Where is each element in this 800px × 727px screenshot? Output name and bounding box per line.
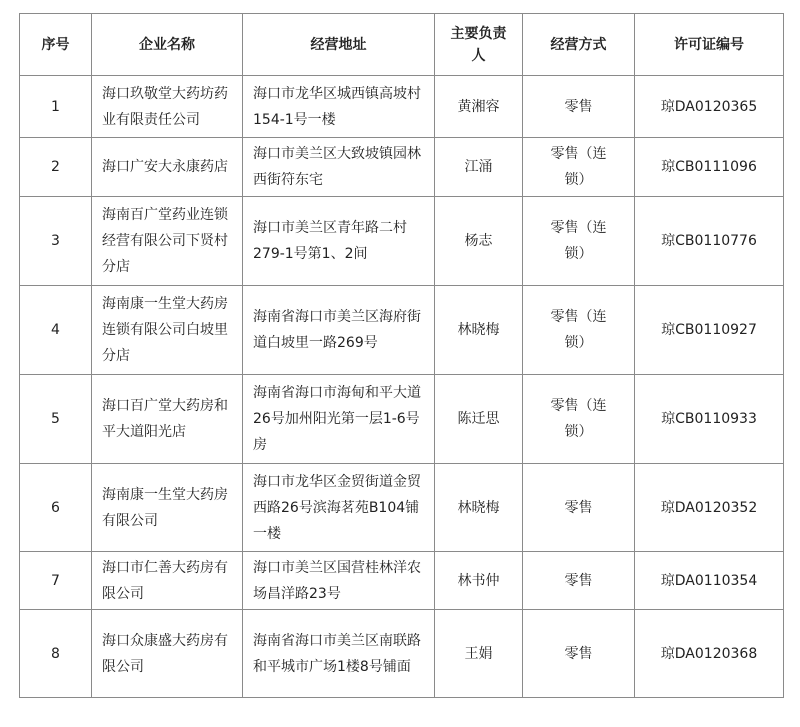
cell-mode-text: 零售 [564,645,593,662]
cell-company-name [92,464,243,552]
cell-manager-text: 王娟 [464,645,493,662]
cell-company-name-text: 海口众康盛大药房有限公司 [102,632,228,675]
cell-manager [435,610,523,698]
cell-no-text: 2 [51,159,60,175]
cell-address-text: 海口市美兰区青年路二村279-1号第1、2间 [253,220,407,262]
cell-company-name [92,76,243,138]
cell-no [20,76,92,138]
cell-manager [435,375,523,464]
cell-license [635,286,784,375]
cell-mode [523,375,635,464]
cell-mode [523,76,635,138]
cell-company-name [92,552,243,610]
table-row [20,138,784,197]
cell-mode [523,552,635,610]
cell-address [243,286,435,375]
cell-no [20,464,92,552]
cell-company-name-text: 海口百广堂大药房和平大道阳光店 [102,398,228,440]
cell-company-name [92,286,243,375]
cell-license-text: 琼DA0120368 [660,645,758,662]
cell-license-text: 琼CB0110776 [661,233,757,249]
header-manager: 主要负责人 [435,14,523,76]
cell-mode [523,286,635,375]
table-row [20,76,784,138]
cell-manager [435,464,523,552]
cell-license [635,610,784,698]
cell-license-text: 琼CB0111096 [661,159,757,175]
cell-address-text: 海口市美兰区大致坡镇园林西街符东宅 [253,146,421,188]
cell-no-text: 8 [51,645,60,662]
cell-mode-text: 零售 [564,572,593,589]
cell-manager [435,138,523,197]
cell-no-text: 3 [51,233,60,249]
cell-no [20,552,92,610]
cell-license [635,76,784,138]
cell-mode-text: 零售 [564,499,593,516]
cell-mode-text: 零售（连锁） [550,220,607,262]
cell-address [243,76,435,138]
table-row [20,375,784,464]
table-container [19,13,784,698]
cell-license [635,375,784,464]
cell-company-name [92,375,243,464]
cell-mode [523,610,635,698]
cell-no [20,138,92,197]
header-row [20,14,784,76]
cell-company-name [92,138,243,197]
cell-manager [435,76,523,138]
cell-mode [523,197,635,286]
cell-license [635,138,784,197]
cell-license-text: 琼CB0110927 [661,322,757,338]
cell-manager-text: 林晓梅 [457,499,500,516]
cell-address-text: 海南省海口市美兰区南联路和平城市广场1楼8号铺面 [253,632,421,675]
header-license: 许可证编号 [635,14,784,76]
cell-address [243,464,435,552]
cell-mode-text: 零售（连锁） [550,398,607,440]
cell-mode-text: 零售（连锁） [550,146,607,188]
cell-address [243,610,435,698]
cell-manager-text: 杨志 [464,233,493,249]
cell-no [20,197,92,286]
header-company-name: 企业名称 [92,14,243,76]
header-mode: 经营方式 [523,14,635,76]
cell-company-name-text: 海口玖敬堂大药坊药业有限责任公司 [102,85,228,128]
cell-no-text: 1 [51,98,60,115]
cell-license [635,464,784,552]
cell-manager [435,552,523,610]
cell-company-name-text: 海南康一生堂大药房连锁有限公司白坡里分店 [102,296,228,364]
cell-mode [523,464,635,552]
cell-no [20,610,92,698]
table-row [20,197,784,286]
cell-license [635,552,784,610]
cell-manager [435,286,523,375]
cell-no [20,375,92,464]
cell-license-text: 琼DA0110354 [660,572,758,589]
cell-manager-text: 陈迁思 [457,411,500,427]
cell-company-name [92,610,243,698]
cell-company-name-text: 海南康一生堂大药房有限公司 [102,486,228,529]
cell-manager-text: 林书仲 [457,572,500,589]
cell-mode-text: 零售 [564,98,593,115]
cell-no-text: 6 [51,499,60,516]
table-row [20,464,784,552]
table-row [20,610,784,698]
cell-address-text: 海口市美兰区国营桂林洋农场昌洋路23号 [253,559,421,602]
cell-address [243,197,435,286]
cell-license [635,197,784,286]
cell-company-name-text: 海口广安大永康药店 [102,159,228,175]
cell-company-name-text: 海南百广堂药业连锁经营有限公司下贤村分店 [102,207,228,275]
cell-manager [435,197,523,286]
cell-mode-text: 零售（连锁） [550,309,607,351]
table-row [20,552,784,610]
pharmacy-license-table [19,13,784,698]
cell-address [243,138,435,197]
cell-company-name-text: 海口市仁善大药房有限公司 [102,559,228,602]
cell-address-text: 海口市龙华区金贸街道金贸西路26号滨海茗苑B104铺一楼 [253,473,421,542]
cell-address-text: 海口市龙华区城西镇高坡村154-1号一楼 [253,85,421,128]
table-row [20,286,784,375]
cell-manager-text: 江涌 [464,159,493,175]
header-address: 经营地址 [243,14,435,76]
cell-no-text: 4 [51,322,60,338]
cell-address [243,375,435,464]
cell-address-text: 海南省海口市海甸和平大道26号加州阳光第一层1-6号房 [253,385,421,453]
cell-no-text: 7 [51,572,60,589]
cell-license-text: 琼DA0120365 [660,98,758,115]
cell-company-name [92,197,243,286]
cell-license-text: 琼CB0110933 [661,411,757,427]
header-no: 序号 [20,14,92,76]
cell-mode [523,138,635,197]
cell-no [20,286,92,375]
cell-no-text: 5 [51,411,60,427]
cell-license-text: 琼DA0120352 [660,499,758,516]
cell-manager-text: 黄湘容 [457,98,500,115]
cell-address-text: 海南省海口市美兰区海府街道白坡里一路269号 [253,309,421,351]
cell-address [243,552,435,610]
cell-manager-text: 林晓梅 [457,322,500,338]
